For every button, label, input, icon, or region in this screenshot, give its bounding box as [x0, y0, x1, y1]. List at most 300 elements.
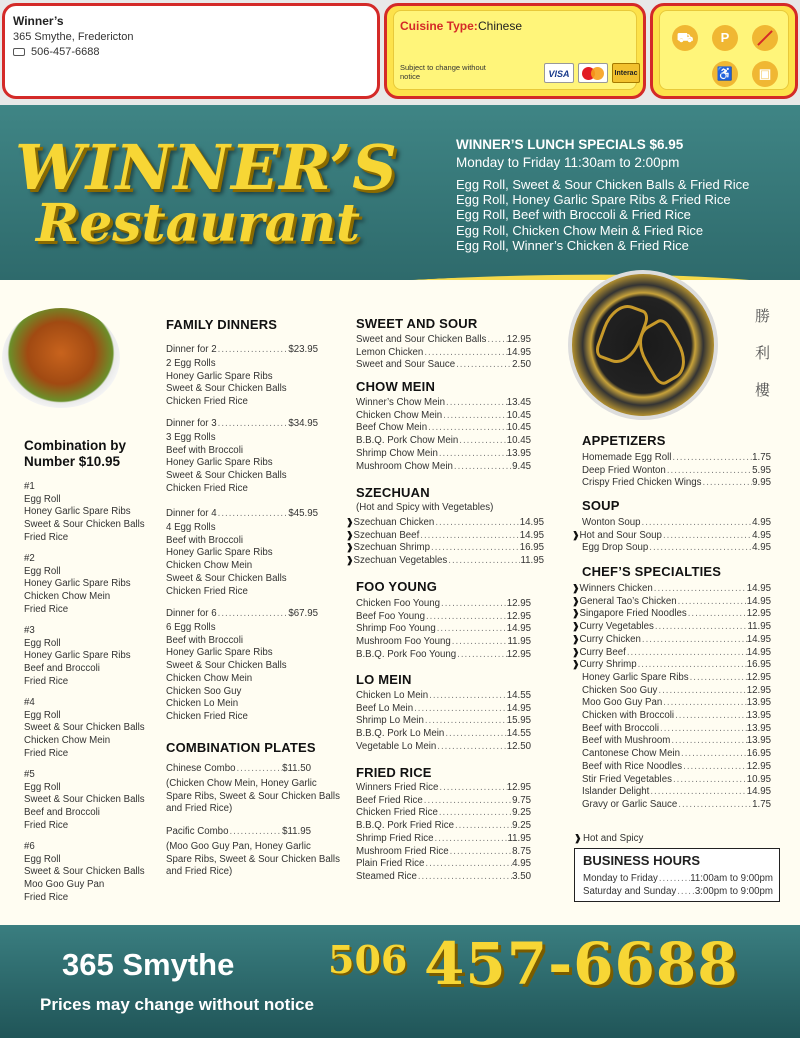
menu-item-name: Sweet and Sour Chicken Balls — [356, 334, 487, 345]
combo-item: Sweet & Sour Chicken Balls — [24, 866, 145, 878]
hours-days: Saturday and Sunday — [583, 886, 677, 897]
menu-item-price: 10.95 — [746, 773, 771, 785]
menu-item-name: B.B.Q. Pork Chow Mein — [356, 435, 459, 447]
menu-item — [346, 517, 544, 528]
combo-number-block — [24, 481, 145, 545]
combination-plate-desc-line: Spare Ribs, Sweet & Sour Chicken Balls — [166, 853, 340, 865]
family-dinner-item: Chicken Fried Rice — [166, 585, 248, 597]
phone-icon — [13, 48, 25, 56]
combo-item: Fried Rice — [24, 747, 69, 759]
hot-pepper-icon: ❱ — [572, 646, 580, 657]
menu-item-name: Homemade Egg Roll — [582, 452, 672, 463]
menu-item-price: 10.45 — [506, 422, 531, 434]
menu-item-price: 9.25 — [512, 807, 531, 819]
menu-item — [356, 858, 531, 869]
menu-item-name: Chicken Chow Mein — [356, 409, 443, 421]
menu-item-price: 13.95 — [506, 447, 531, 459]
menu-item — [356, 782, 531, 793]
menu-item-name: Sweet and Sour Sauce — [356, 359, 456, 371]
menu-item-name: Beef Fried Rice — [356, 794, 423, 806]
footer-area-code: 506 — [328, 937, 408, 982]
family-dinner-header — [166, 508, 318, 519]
combo-item: Fried Rice — [24, 819, 69, 831]
menu-item-price: 14.95 — [519, 529, 544, 541]
menu-item — [356, 636, 531, 647]
hot-pepper-icon: ❱ — [572, 529, 580, 540]
szechuan-subtitle: (Hot and Spicy with Vegetables) — [356, 502, 494, 513]
menu-item-name: Dinner for 4 — [166, 508, 217, 519]
combo-item: Moo Goo Guy Pan — [24, 879, 105, 891]
menu-item — [582, 748, 771, 759]
menu-item-price: $11.95 — [282, 826, 311, 837]
menu-item — [356, 347, 531, 358]
menu-item-price: 13.95 — [746, 722, 771, 734]
hours-days: Monday to Friday — [583, 873, 658, 884]
family-dinner-items — [166, 432, 287, 496]
menu-item-price: 11.95 — [507, 636, 531, 648]
combo-item: Honey Garlic Spare Ribs — [24, 650, 131, 662]
combo-item: Fried Rice — [24, 675, 69, 687]
chow-mein-title: CHOW MEIN — [356, 379, 436, 394]
menu-item — [356, 871, 531, 882]
menu-item-price: 14.95 — [519, 517, 544, 528]
combo-number: #1 — [24, 481, 35, 492]
sweet-sour-title: SWEET AND SOUR — [356, 316, 478, 331]
combo-number-block — [24, 769, 145, 833]
menu-item-name: Winner’s Chow Mein — [356, 397, 446, 408]
listing-header — [0, 0, 800, 105]
menu-item-name: Dinner for 6 — [166, 608, 217, 619]
lunch-specials-hours: Monday to Friday 11:30am to 2:00pm — [456, 155, 680, 170]
family-dinner-item: Sweet & Sour Chicken Balls — [166, 572, 287, 584]
soup-title: SOUP — [582, 498, 620, 513]
combo-item: Beef and Broccoli — [24, 663, 100, 675]
menu-item — [582, 697, 771, 708]
family-dinner-item: Beef with Broccoli — [166, 534, 243, 546]
family-dinner-item: 3 Egg Rolls — [166, 432, 216, 443]
menu-item-price: 1.75 — [752, 798, 771, 810]
combo-item: Egg Roll — [24, 565, 61, 577]
hot-pepper-icon: ❱ — [572, 621, 580, 632]
menu-item-price: 14.95 — [746, 633, 771, 645]
family-dinner-item: Honey Garlic Spare Ribs — [166, 370, 273, 382]
menu-item-price: 14.55 — [506, 728, 531, 740]
menu-item-name: Beef Chow Mein — [356, 422, 428, 434]
menu-item-name: B.B.Q. Pork Lo Mein — [356, 728, 445, 740]
menu-item-price: 13.95 — [746, 735, 771, 747]
menu-item-name: Winners Chicken — [579, 583, 653, 594]
hot-pepper-icon: ❱ — [346, 542, 354, 553]
menu-item-price: 13.45 — [506, 397, 531, 408]
chefs-title: CHEF’S SPECIALTIES — [582, 564, 722, 579]
visa-card-icon: VISA — [544, 63, 574, 83]
menu-item-name: Mushroom Fried Rice — [356, 845, 449, 857]
combo-item: Beef and Broccoli — [24, 807, 100, 819]
family-dinner-item: Honey Garlic Spare Ribs — [166, 457, 273, 469]
family-dinner-item: Chicken Chow Mein — [166, 672, 253, 684]
menu-item-price: 14.95 — [506, 702, 531, 714]
lunch-special-item: Egg Roll, Honey Garlic Spare Ribs & Fried Rice — [456, 192, 731, 208]
menu-item-name: Chinese Combo — [166, 763, 236, 774]
family-dinner-header — [166, 344, 318, 355]
menu-item-price: 12.95 — [506, 782, 531, 793]
menu-item-price: 12.95 — [506, 610, 531, 622]
hours-time: 3:00pm to 9:00pm — [694, 886, 773, 897]
combination-plate-desc-line: and Fried Rice) — [166, 803, 233, 815]
business-info-box — [2, 3, 380, 99]
foo-young-title: FOO YOUNG — [356, 579, 438, 594]
menu-item-name: Curry Chicken — [579, 633, 641, 645]
menu-item — [582, 799, 771, 810]
menu-item-name: Singapore Fried Noodles — [579, 608, 687, 620]
family-dinner-header — [166, 418, 318, 429]
menu-item-name: B.B.Q. Pork Foo Young — [356, 648, 457, 660]
menu-item-price: 4.95 — [752, 542, 771, 554]
menu-item — [582, 774, 771, 785]
subject-note: Subject to change without notice — [400, 63, 486, 81]
family-dinner-item: 2 Egg Rolls — [166, 358, 216, 369]
combo-number-block — [24, 841, 145, 905]
hot-pepper-icon: ❱ — [572, 595, 580, 606]
menu-item-price: 16.95 — [746, 659, 771, 671]
combination-title: Combination by Number $10.95 — [24, 438, 126, 469]
menu-item — [572, 583, 771, 594]
menu-item — [356, 820, 531, 831]
combo-item: Sweet & Sour Chicken Balls — [24, 794, 145, 806]
menu-item-name: Beef with Mushroom — [582, 735, 671, 747]
menu-item — [356, 435, 531, 446]
menu-item-price: 12.50 — [506, 740, 531, 752]
combination-plate-desc — [166, 841, 340, 879]
combo-number-block — [24, 625, 131, 689]
menu-item — [582, 542, 771, 553]
menu-item — [572, 634, 771, 645]
menu-item — [356, 846, 531, 857]
menu-item — [356, 649, 531, 660]
menu-item-price: 4.95 — [752, 517, 771, 528]
menu-item-name: Curry Vegetables — [579, 621, 654, 633]
combo-item: Chicken Chow Mein — [24, 735, 111, 747]
menu-item-name: Mushroom Foo Young — [356, 636, 451, 648]
family-dinner-item: 4 Egg Rolls — [166, 522, 216, 533]
hot-spicy-text: Hot and Spicy — [583, 833, 644, 844]
parking-icon: P — [712, 25, 738, 51]
menu-item — [582, 452, 771, 463]
menu-item-name: Steamed Rice — [356, 870, 417, 882]
cuisine-inner — [393, 10, 637, 90]
menu-item-name: Islander Delight — [582, 786, 650, 798]
menu-item-name: Cantonese Chow Mein — [582, 748, 681, 760]
lunch-special-item: Egg Roll, Winner’s Chicken & Fried Rice — [456, 237, 689, 253]
amenities-inner — [659, 10, 789, 90]
menu-item-name: Deep Fried Wonton — [582, 464, 666, 476]
menu-item-price: $67.95 — [288, 608, 318, 619]
menu-item-price: 13.95 — [746, 697, 771, 709]
combo-item: Fried Rice — [24, 891, 69, 903]
menu-item — [572, 621, 771, 632]
combination-plate-desc-line: and Fried Rice) — [166, 866, 233, 878]
menu-item — [572, 647, 771, 658]
menu-item — [356, 461, 531, 472]
menu-item-price: 9.45 — [512, 460, 531, 472]
menu-item — [582, 735, 771, 746]
menu-item — [356, 833, 531, 844]
menu-item-name: General Tao’s Chicken — [579, 595, 677, 607]
menu-item-price: 10.45 — [506, 435, 531, 447]
menu-item — [582, 685, 771, 696]
menu-item-price: 11.95 — [520, 555, 544, 567]
menu-item-name: Vegetable Lo Mein — [356, 740, 437, 752]
szechuan-title: SZECHUAN — [356, 485, 430, 500]
family-dinner-item: Sweet & Sour Chicken Balls — [166, 383, 287, 395]
menu-item — [572, 596, 771, 607]
menu-item-price: 5.95 — [752, 464, 771, 476]
menu-item-price: 14.95 — [506, 623, 531, 635]
menu-item-price: 12.95 — [746, 684, 771, 696]
menu-item-name: Curry Shrimp — [579, 659, 637, 671]
combo-number: #6 — [24, 841, 35, 852]
family-dinner-item: Chicken Soo Guy — [166, 685, 242, 697]
hours-time: 11:00am to 9:00pm — [690, 873, 773, 884]
footer-phone-number: 457-6688 — [424, 930, 739, 998]
menu-item-name: Dinner for 3 — [166, 418, 217, 429]
family-dinner-item: Honey Garlic Spare Ribs — [166, 547, 273, 559]
menu-item — [356, 611, 531, 622]
menu-item-price: 4.95 — [752, 529, 771, 541]
combo-number-block — [24, 553, 131, 617]
cuisine-box — [384, 3, 646, 99]
menu-item-name: Wonton Soup — [582, 517, 641, 528]
hot-pepper-icon: ❱ — [574, 833, 582, 843]
menu-item — [356, 795, 531, 806]
menu-item — [572, 659, 771, 670]
menu-item — [356, 422, 531, 433]
menu-item — [346, 555, 544, 566]
hot-pepper-icon: ❱ — [346, 517, 354, 527]
menu-item-name: Honey Garlic Spare Ribs — [582, 671, 689, 683]
bus-icon: ▣ — [752, 61, 778, 87]
menu-item — [572, 608, 771, 619]
combo-item: Sweet & Sour Chicken Balls — [24, 519, 145, 531]
lo-mein-title: LO MEIN — [356, 672, 412, 687]
business-address: 365 Smythe, Fredericton — [13, 31, 134, 43]
combo-item: Egg Roll — [24, 781, 61, 793]
menu-item-price: 1.75 — [752, 452, 771, 463]
menu-item-name: Plain Fried Rice — [356, 858, 425, 870]
hot-pepper-icon: ❱ — [572, 659, 580, 670]
menu-item-price: 3.50 — [512, 870, 531, 882]
family-dinner-item: Sweet & Sour Chicken Balls — [166, 660, 287, 672]
chinese-character: 樓 — [755, 382, 771, 399]
family-dinner-item: Beef with Broccoli — [166, 444, 243, 456]
cuisine-value: Chinese — [478, 19, 523, 33]
phone-number: 506-457-6688 — [31, 46, 100, 58]
menu-item-price: 9.95 — [752, 477, 771, 489]
menu-item-price: 11.95 — [507, 832, 531, 844]
menu-item-name: Stir Fried Vegetables — [582, 773, 672, 785]
family-dinner-item: Sweet & Sour Chicken Balls — [166, 470, 287, 482]
menu-item — [356, 448, 531, 459]
combo-item: Egg Roll — [24, 853, 61, 865]
menu-item-price: $23.95 — [288, 344, 318, 355]
menu-item-name: Beef with Broccoli — [582, 722, 659, 734]
family-dinner-item: Beef with Broccoli — [166, 634, 243, 646]
combo-item: Egg Roll — [24, 709, 61, 721]
combo-number: #5 — [24, 769, 35, 780]
menu-item-price: 4.95 — [512, 858, 531, 870]
menu-item-name: Egg Drop Soup — [582, 542, 649, 554]
hours-row — [583, 886, 773, 897]
menu-item — [572, 530, 771, 541]
hours-row — [583, 873, 773, 884]
menu-item-price: $11.50 — [282, 763, 311, 774]
hot-pepper-icon: ❱ — [572, 583, 580, 593]
logo-restaurant: Restaurant — [36, 193, 361, 254]
menu-item-name: Szechuan Shrimp — [353, 542, 431, 554]
menu-item-name: B.B.Q. Pork Fried Rice — [356, 820, 454, 832]
combo-item: Fried Rice — [24, 531, 69, 543]
menu-item — [582, 786, 771, 797]
menu-item-price: 12.95 — [746, 608, 771, 620]
menu-item-price: 14.95 — [746, 646, 771, 658]
menu-item-name: Crispy Fried Chicken Wings — [582, 477, 702, 489]
menu-item — [582, 761, 771, 772]
menu-item — [356, 741, 531, 752]
food-photo — [2, 308, 120, 408]
menu-item-price: 16.95 — [746, 748, 771, 760]
menu-item — [356, 703, 531, 714]
menu-item-name: Szechuan Chicken — [353, 517, 435, 528]
family-dinner-items — [166, 522, 287, 598]
logo-winners: WINNER’S — [15, 131, 398, 204]
family-dinner-item: Chicken Fried Rice — [166, 710, 248, 722]
family-dinner-item: Honey Garlic Spare Ribs — [166, 647, 273, 659]
menu-item — [356, 807, 531, 818]
business-name: Winner’s — [13, 14, 64, 28]
business-hours-title: BUSINESS HOURS — [583, 853, 701, 868]
menu-item-price: 8.75 — [512, 845, 531, 857]
lunch-specials-title: WINNER’S LUNCH SPECIALS $6.95 — [456, 137, 684, 152]
menu-item-price: 14.95 — [746, 583, 771, 594]
menu-item — [582, 723, 771, 734]
menu-item-price: 16.95 — [519, 542, 544, 554]
menu-item-name: Shrimp Fried Rice — [356, 832, 434, 844]
chinese-character: 勝 — [755, 308, 771, 325]
mastercard-icon — [578, 63, 608, 83]
menu-item-price: 14.95 — [746, 786, 771, 798]
menu-item — [356, 715, 531, 726]
family-dinners-title: FAMILY DINNERS — [166, 317, 278, 332]
combination-plate-desc-line: (Chicken Chow Mein, Honey Garlic — [166, 778, 317, 789]
menu-item-price: 12.95 — [506, 598, 531, 609]
fried-rice-title: FRIED RICE — [356, 765, 432, 780]
menu-item-price: 9.75 — [512, 794, 531, 806]
menu-item-name: Szechuan Vegetables — [353, 555, 448, 567]
combo-item: Honey Garlic Spare Ribs — [24, 578, 131, 590]
family-dinner-items — [166, 358, 287, 409]
hot-pepper-icon: ❱ — [346, 529, 354, 540]
combination-plate-desc — [166, 778, 340, 816]
menu-item-price: 12.95 — [746, 671, 771, 683]
menu-item-name: Chicken Foo Young — [356, 598, 441, 609]
menu-item — [356, 397, 531, 408]
hot-spicy-legend — [574, 832, 643, 846]
family-dinner-item: Chicken Lo Mein — [166, 698, 239, 710]
wheelchair-icon: ♿ — [712, 61, 738, 87]
menu-item-name: Beef with Rice Noodles — [582, 760, 683, 772]
no-smoking-icon — [752, 25, 778, 51]
menu-item — [356, 728, 531, 739]
menu-item-price: $34.95 — [288, 418, 318, 429]
menu-item-name: Lemon Chicken — [356, 346, 424, 358]
combination-plate-header — [166, 763, 311, 774]
menu-item-price: 12.95 — [746, 760, 771, 772]
menu-item-name: Beef Lo Mein — [356, 702, 414, 714]
combo-item: Sweet & Sour Chicken Balls — [24, 722, 145, 734]
menu-body — [0, 280, 800, 925]
family-dinner-item: Chicken Fried Rice — [166, 396, 248, 408]
appetizers-title: APPETIZERS — [582, 433, 666, 448]
hot-pepper-icon: ❱ — [346, 555, 354, 566]
menu-item-price: 2.50 — [512, 359, 531, 371]
menu-item-price: 12.95 — [506, 648, 531, 660]
lunch-special-item: Egg Roll, Beef with Broccoli & Fried Rice — [456, 207, 691, 223]
menu-item-name: Szechuan Beef — [353, 529, 420, 541]
menu-item — [582, 477, 771, 488]
dragon-plate-image — [568, 270, 718, 420]
menu-item-price: 14.95 — [506, 346, 531, 358]
menu-item-name: Shrimp Chow Mein — [356, 447, 438, 459]
menu-item-price: 9.25 — [512, 820, 531, 832]
menu-item — [356, 623, 531, 634]
menu-item-name: Beef Foo Young — [356, 610, 425, 622]
menu-item-name: Dinner for 2 — [166, 344, 217, 355]
lunch-special-item: Egg Roll, Sweet & Sour Chicken Balls & Fried Rice — [456, 177, 750, 192]
combination-plate-desc-line: (Moo Goo Guy Pan, Honey Garlic — [166, 841, 311, 852]
menu-item-price: $45.95 — [288, 508, 318, 519]
business-hours-box — [574, 848, 780, 902]
menu-item-name: Chicken Lo Mein — [356, 690, 429, 701]
lunch-special-item: Egg Roll, Chicken Chow Mein & Fried Rice — [456, 222, 704, 238]
chinese-character: 利 — [755, 345, 771, 362]
menu-item-price: 13.95 — [746, 710, 771, 721]
footer — [0, 925, 800, 1038]
menu-item-name: Curry Beef — [579, 646, 626, 658]
menu-item — [582, 672, 771, 683]
amenities-box — [650, 3, 798, 99]
hot-pepper-icon: ❱ — [572, 633, 580, 644]
combo-item: Egg Roll — [24, 637, 61, 649]
lunch-specials-list — [456, 177, 749, 253]
menu-item — [356, 410, 531, 421]
menu-item-name: Pacific Combo — [166, 826, 229, 837]
family-dinner-item: 6 Egg Rolls — [166, 622, 216, 633]
business-phone — [13, 46, 100, 58]
interac-icon: Interac — [612, 63, 640, 83]
footer-note: Prices may change without notice — [40, 995, 314, 1014]
taxi-icon: ⛟ — [672, 25, 698, 51]
menu-item-price: 11.95 — [747, 621, 771, 633]
combo-number: #2 — [24, 553, 35, 564]
footer-address: 365 Smythe — [62, 947, 235, 982]
menu-item-price: 10.45 — [506, 409, 531, 421]
menu-item-name: Winners Fried Rice — [356, 782, 439, 793]
menu-item-name: Chicken Soo Guy — [582, 684, 658, 696]
menu-item — [356, 334, 531, 345]
menu-item-name: Shrimp Foo Young — [356, 623, 436, 635]
menu-item — [582, 465, 771, 476]
combo-item: Egg Roll — [24, 493, 61, 505]
